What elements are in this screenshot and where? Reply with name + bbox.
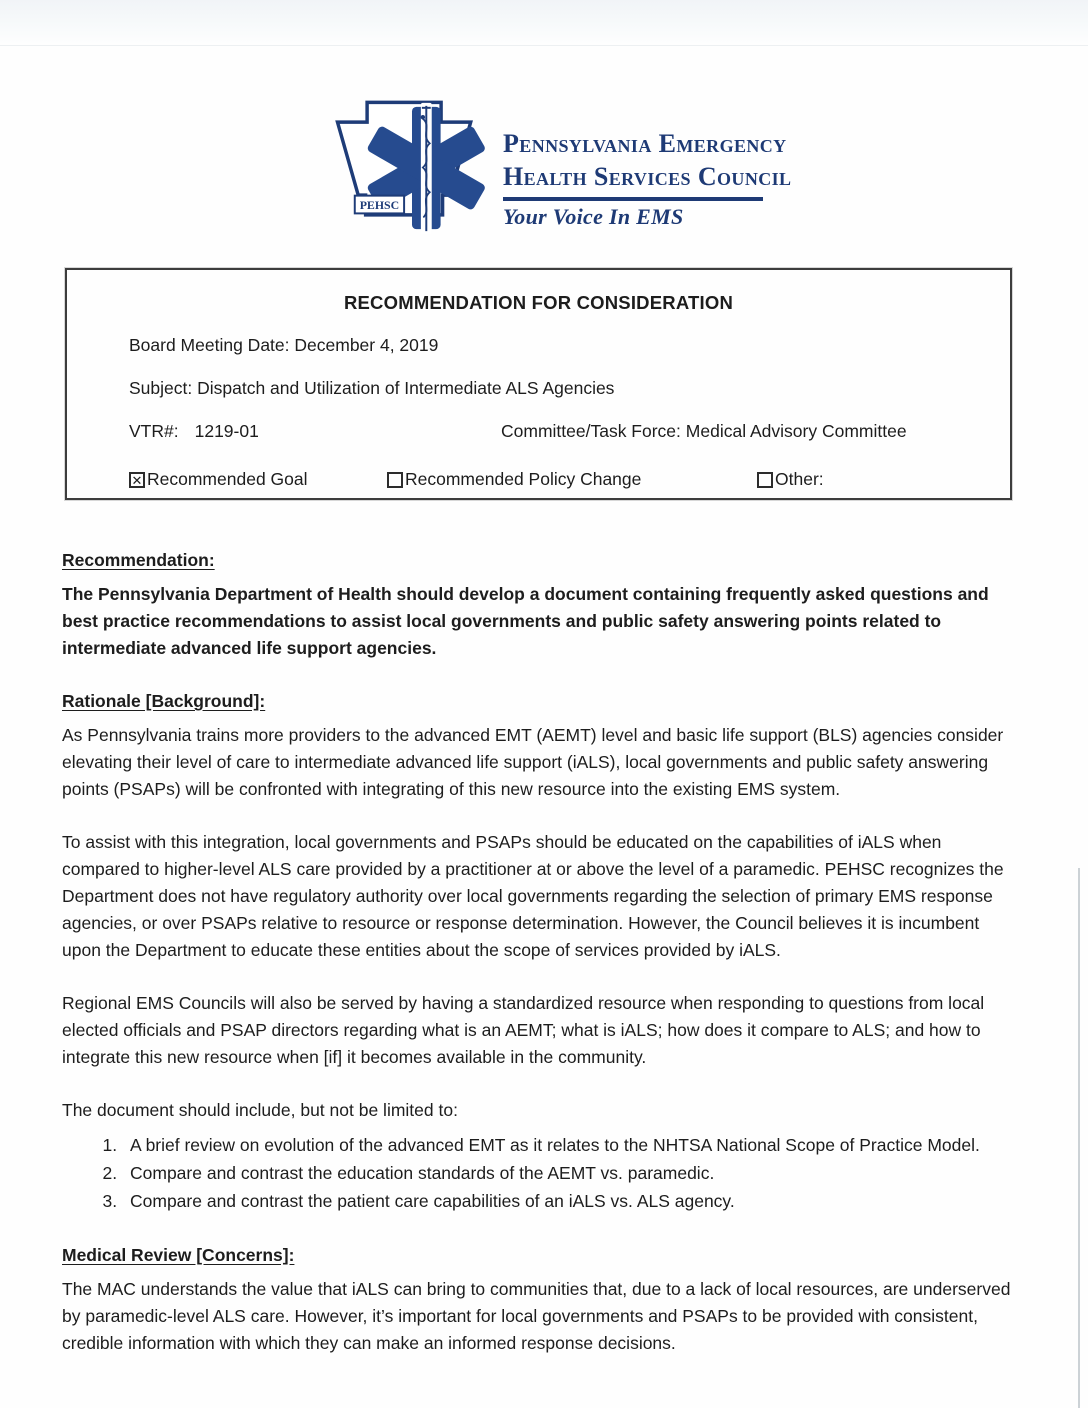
checkbox-other	[757, 472, 773, 488]
logo-tagline: Your Voice In EMS	[503, 204, 684, 229]
form-box-title: RECOMMENDATION FOR CONSIDERATION	[343, 292, 734, 313]
scan-artifact-top-band	[0, 0, 1088, 46]
checkbox-row	[67, 469, 1010, 491]
rationale-paragraph-2: To assist with this integration, local governments and PSAPs should be educated on the capabilities of iALS when compared to higher-level ALS care provided by a practitioner at or above the level of a paramedic. PEHSC recognizes the Department does not have regulatory authority over local governments regarding the selection of primary EMS response agencies, or over PSAPs relative to resource or response determination. However, the Council believes it is incumbent upon the Department to educate these entities about the scope of services provided by iALS.	[62, 832, 1004, 960]
subject-row	[129, 378, 1010, 400]
vtr-committee-row	[129, 421, 1010, 443]
checkbox-item-recommended-policy-change	[387, 469, 641, 490]
star-of-life-keystone-icon	[330, 95, 493, 243]
rationale-heading: Rationale [Background]:	[62, 691, 266, 711]
pehsc-logo	[330, 95, 791, 243]
logo-acronym-text: PEHSC	[359, 197, 400, 212]
logo-text-block	[503, 95, 791, 230]
scan-artifact-edge-line	[1078, 868, 1080, 1408]
recommendation-form-box	[65, 268, 1012, 500]
document-body	[62, 547, 1011, 1383]
checkbox-recommended-goal: ✕	[129, 472, 145, 488]
checkbox-recommended-policy-change	[387, 472, 403, 488]
vtr-label: VTR#:	[129, 421, 179, 441]
board-meeting-date-label: Board Meeting Date:	[129, 335, 290, 355]
board-meeting-date-row	[129, 335, 1010, 357]
committee-label: Committee/Task Force:	[501, 421, 681, 441]
subject-label: Subject:	[129, 378, 193, 398]
logo-divider-rule	[503, 197, 763, 201]
checkbox-label-other: Other:	[775, 469, 824, 489]
list-item: 1. A brief review on evolution of the advanced EMT as it relates to the NHTSA National Scope of Practice Model.	[122, 1132, 1011, 1159]
checkbox-item-other	[757, 469, 824, 490]
list-item: 2. Compare and contrast the education standards of the AEMT vs. paramedic.	[122, 1160, 1011, 1187]
medical-review-heading: Medical Review [Concerns]:	[62, 1245, 295, 1265]
checkbox-label-recommended-goal: Recommended Goal	[147, 469, 308, 489]
org-name-line1: Pennsylvania Emergency	[503, 129, 787, 158]
list-item: 3. Compare and contrast the patient care capabilities of an iALS vs. ALS agency.	[122, 1188, 1011, 1215]
recommendation-heading: Recommendation:	[62, 550, 215, 570]
org-name-line2: Health Services Council	[503, 162, 792, 191]
medical-review-paragraph: The MAC understands the value that iALS can bring to communities that, due to a lack of local resources, are underserved by paramedic-level ALS care. However, it’s important for local governments and PSAPs to be provided with consistent, credible information with which they can make an informed response decisions.	[62, 1279, 1011, 1353]
vtr-value: 1219-01	[194, 421, 259, 441]
checkbox-label-recommended-policy-change: Recommended Policy Change	[405, 469, 642, 489]
recommendation-paragraph: The Pennsylvania Department of Health should develop a document containing frequently asked questions and best practice recommendations to assist local governments and public safety answering points related to intermediate advanced life support agencies.	[62, 584, 989, 658]
subject-value: Dispatch and Utilization of Intermediate ALS Agencies	[197, 378, 615, 398]
document-contents-list	[96, 1132, 1011, 1215]
rationale-paragraph-1: As Pennsylvania trains more providers to the advanced EMT (AEMT) level and basic life support (BLS) agencies consider elevating their level of care to intermediate advanced life support (iALS), local governments and public safety answering points (PSAPs) will be confronted with integrating of this new resource into the existing EMS system.	[62, 725, 1004, 799]
checkbox-item-recommended-goal	[129, 469, 308, 490]
rationale-paragraph-3: Regional EMS Councils will also be served by having a standardized resource when responding to questions from local elected officials and PSAP directors regarding what is an AEMT; what is iALS; how does it compare to ALS; and how to integrate this new resource when [if] it becomes available in the community.	[62, 993, 985, 1067]
committee-value: Medical Advisory Committee	[685, 421, 907, 441]
document-list-intro: The document should include, but not be limited to:	[62, 1100, 458, 1120]
board-meeting-date-value: December 4, 2019	[294, 335, 439, 355]
